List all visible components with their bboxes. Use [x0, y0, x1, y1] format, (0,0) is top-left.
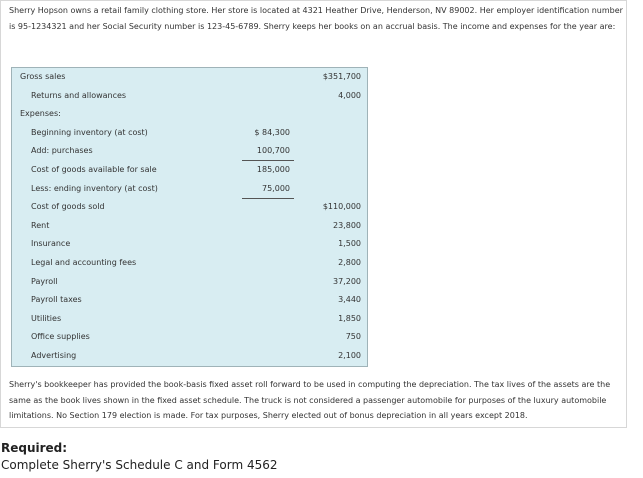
row-value-col2: 1,850	[338, 313, 361, 323]
row-label: Beginning inventory (at cost)	[31, 127, 148, 137]
row-value-col2: $110,000	[322, 202, 361, 212]
row-value-col2: 750	[345, 332, 361, 342]
row-label: Rent	[31, 220, 50, 230]
table-row-goods-available	[12, 161, 369, 179]
table-row-purchases	[12, 142, 369, 160]
row-value-col2: $351,700	[322, 72, 361, 81]
table-row-returns	[12, 87, 369, 105]
row-label: Legal and accounting fees	[31, 258, 137, 267]
income-expense-table	[11, 67, 368, 367]
table-row-utilities	[12, 310, 369, 328]
table-row-ending-inventory	[12, 180, 369, 198]
table-row-cost-of-goods-sold	[12, 198, 369, 216]
row-value-col2: 4,000	[338, 90, 361, 100]
row-label: Advertising	[31, 351, 77, 360]
row-value-col2: 37,200	[333, 276, 361, 286]
row-value-col2: 3,440	[338, 295, 361, 305]
row-value-col1: 100,700	[246, 142, 290, 160]
row-label: Utilities	[31, 313, 62, 323]
table-row-legal-accounting	[12, 254, 369, 272]
row-value-col2: 23,800	[333, 220, 361, 230]
table-row-payroll	[12, 273, 369, 291]
row-label: Less: ending inventory (at cost)	[31, 183, 158, 193]
row-value-col1: 185,000	[256, 165, 290, 174]
table-row-gross-sales	[12, 68, 369, 86]
row-value-col1: 75,000	[246, 180, 290, 198]
table-row-advertising	[12, 347, 369, 365]
row-label: Office supplies	[31, 332, 90, 342]
table-row-beginning-inventory	[12, 124, 369, 142]
row-label: Gross sales	[20, 72, 66, 81]
row-label: Expenses:	[20, 109, 61, 119]
table-row-rent	[12, 217, 369, 235]
row-label: Cost of goods available for sale	[31, 165, 157, 174]
row-label: Cost of goods sold	[31, 202, 105, 212]
table-row-payroll-taxes	[12, 291, 369, 309]
table-row-expenses-header	[12, 105, 369, 123]
row-value-col1: $ 84,300	[254, 127, 290, 137]
required-instructions: Complete Sherry's Schedule C and Form 4562	[1, 458, 278, 472]
row-value-col2: 1,500	[338, 239, 361, 249]
row-label: Payroll taxes	[31, 295, 82, 305]
table-row-office-supplies	[12, 328, 369, 346]
intro-paragraph: Sherry Hopson owns a retail family clothing store. Her store is located at 4321 Heather Drive, Henderson, NV 89002. Her employer identification number is 95-1234321 and her Social Security number is 123-45-6789. Sherry keeps her books on an accrual basis. The income and expenses for the year are:	[9, 6, 623, 31]
row-value-col2: 2,100	[338, 351, 361, 360]
row-label: Payroll	[31, 276, 58, 286]
row-label: Returns and allowances	[31, 90, 127, 100]
table-row-insurance	[12, 235, 369, 253]
row-label: Add: purchases	[31, 146, 93, 156]
row-value-col2: 2,800	[338, 258, 361, 267]
row-label: Insurance	[31, 239, 71, 249]
fixed-asset-paragraph: Sherry's bookkeeper has provided the book-basis fixed asset roll forward to be used in computing the depreciation. The tax lives of the assets are the same as the book lives shown in the fixed asset schedule. The truck is not considered a passenger automobile for purposes of the luxury automobile limitations. No Section 179 election is made. For tax purposes, Sherry elected out of bonus depreciation in all years except 2018.	[9, 380, 611, 420]
required-heading: Required:	[1, 441, 68, 455]
